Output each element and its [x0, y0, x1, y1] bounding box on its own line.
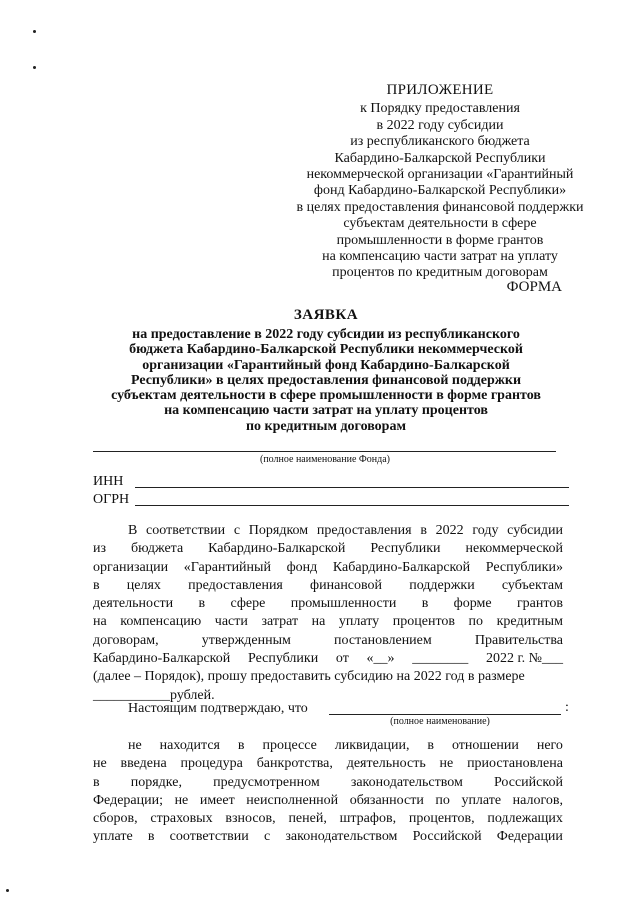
text-line — [93, 632, 563, 650]
text-line — [93, 613, 563, 631]
word: субсидии — [507, 523, 563, 538]
appendix-line: субъектам деятельности в сфере — [343, 216, 537, 232]
word: промышленности — [290, 596, 397, 612]
word: уплате — [93, 829, 133, 845]
word: обязанности — [349, 792, 424, 808]
appendix-line: процентов по кредитным договорам — [332, 265, 548, 281]
word: Российской — [493, 774, 563, 790]
word: Республики — [247, 651, 319, 667]
text-line — [93, 774, 563, 792]
scan-mark — [33, 30, 36, 33]
word: поддержки — [409, 577, 475, 593]
inn-label: ИНН — [93, 474, 124, 489]
word: форме — [453, 596, 492, 612]
word: целях — [126, 577, 161, 593]
word: уплату — [338, 614, 380, 630]
text-line — [93, 810, 563, 828]
word: процентов — [392, 614, 455, 630]
word: субъектам — [501, 577, 563, 593]
word: сборов, — [93, 811, 138, 827]
word: имеет — [199, 792, 235, 808]
title-subtitle — [75, 327, 577, 434]
document-title — [75, 307, 577, 434]
appendix-line: фонд Кабардино-Балкарской Республики» — [313, 183, 567, 199]
word: штрафов, — [339, 811, 397, 827]
title-line: на предоставление в 2022 году субсидии из республиканского — [132, 327, 520, 342]
word: 2022 г. №___ — [485, 651, 563, 667]
text-line — [93, 650, 563, 668]
word: финансовой — [310, 577, 383, 593]
word: соответствии — [169, 829, 249, 845]
word: Федерации; — [93, 792, 164, 808]
word: Кабардино-Балкарской — [332, 559, 471, 575]
word: затрат — [261, 614, 299, 630]
word: приостановлена — [467, 756, 563, 772]
word: в — [237, 738, 245, 753]
word: предоставления — [316, 523, 412, 538]
word: по — [435, 792, 450, 808]
appendix-heading: ПРИЛОЖЕНИЕ — [386, 82, 494, 98]
word: компенсацию — [120, 614, 202, 630]
word: процессе — [262, 738, 317, 753]
word: Республики — [370, 541, 441, 557]
word: сфере — [230, 596, 266, 612]
title-line: Республики» в целях предоставления финансовой поддержки — [130, 372, 522, 388]
word: с — [233, 523, 241, 538]
word: В — [128, 523, 138, 538]
word: не — [174, 792, 189, 808]
title-line: по кредитным договорам — [245, 418, 407, 434]
text-line — [93, 577, 563, 595]
text-line — [93, 755, 563, 773]
word: в — [198, 596, 206, 612]
appendix-line: Кабардино-Балкарской Республики — [334, 150, 546, 166]
word: в — [427, 738, 435, 753]
word: соответствии — [146, 523, 226, 538]
request-paragraph — [93, 522, 563, 705]
word: предусмотренном — [213, 774, 320, 790]
text-line — [93, 595, 563, 613]
appendix-line: в 2022 году субсидии — [376, 117, 504, 133]
word: Кабардино-Балкарской — [93, 651, 231, 667]
form-label: ФОРМА — [506, 279, 562, 295]
word: не — [439, 756, 454, 772]
appendix-lines — [230, 101, 640, 281]
appendix-line: на компенсацию части затрат на уплату — [322, 249, 558, 265]
word: «Гарантийный — [183, 559, 271, 575]
word: в — [93, 774, 100, 790]
word: грантов — [516, 596, 563, 612]
word: ________ — [412, 651, 469, 667]
text-line — [93, 737, 563, 755]
word: с — [263, 829, 271, 845]
word: деятельности — [93, 596, 174, 612]
title-line: организации «Гарантийный фонд Кабардино-Балкарской — [142, 357, 510, 373]
word: некоммерческой — [465, 541, 563, 557]
word: части — [214, 614, 248, 630]
word: Российской — [412, 829, 482, 845]
word: него — [536, 738, 563, 753]
text-line — [93, 540, 563, 558]
word: уплате — [461, 792, 502, 808]
word: процедура — [180, 756, 243, 772]
ogrn-label: ОГРН — [93, 492, 130, 507]
word: ликвидации, — [334, 738, 410, 753]
word: по — [468, 614, 484, 630]
word: подлежащих — [487, 811, 563, 827]
text-line — [93, 522, 563, 540]
word: бюджета — [130, 541, 184, 557]
scan-mark — [6, 889, 9, 892]
appendix-line: к Порядку предоставления — [360, 101, 520, 117]
appendix-line: некоммерческой организации «Гарантийный — [306, 167, 574, 183]
confirm-name-line[interactable] — [329, 714, 561, 715]
word: году — [472, 523, 499, 538]
text-line — [93, 792, 563, 810]
scan-mark — [33, 66, 36, 69]
word: законодательством — [285, 829, 398, 845]
word: налогов, — [512, 792, 563, 808]
word: Правительства — [474, 632, 563, 648]
word: в — [421, 596, 429, 612]
confirm-text: Настоящим подтверждаю, что — [128, 701, 308, 716]
appendix-line: промышленности в форме грантов — [336, 232, 544, 248]
title-heading: ЗАЯВКА — [293, 307, 359, 323]
text-line — [93, 559, 563, 577]
word: деятельность — [346, 756, 426, 772]
word: из — [93, 541, 107, 557]
fund-name-caption: (полное наименование Фонда) — [260, 454, 390, 465]
word: Кабардино-Балкарской — [208, 541, 346, 557]
title-line: на компенсацию части затрат на уплату процентов — [164, 403, 488, 419]
word: пеней, — [288, 811, 327, 827]
word: (далее – Порядок), прошу предоставить субсидию на 2022 год в размере — [93, 669, 525, 685]
word: договорам, — [93, 632, 159, 648]
word: на — [311, 614, 326, 630]
word: находится — [159, 738, 220, 753]
word: в — [93, 577, 100, 593]
word: кредитным — [496, 614, 563, 630]
confirm-caption: (полное наименование) — [390, 716, 490, 727]
word: введена — [120, 756, 167, 772]
title-line: субъектам деятельности в сфере промышленности в форме грантов — [111, 388, 541, 404]
word: банкротства, — [256, 756, 333, 772]
word: не — [128, 738, 142, 753]
word: постановлением — [334, 632, 432, 648]
word: в — [147, 829, 155, 845]
word: отношении — [451, 738, 519, 753]
title-line: бюджета Кабардино-Балкарской Республики некоммерческой — [129, 342, 523, 358]
word: утвержденным — [201, 632, 291, 648]
status-paragraph — [93, 737, 563, 847]
fund-name-line[interactable] — [93, 451, 556, 452]
word: страховых — [150, 811, 213, 827]
confirm-colon: : — [565, 700, 569, 715]
word: процентов, — [408, 811, 475, 827]
word: от — [335, 651, 349, 667]
word: фонд — [286, 559, 318, 575]
word: на — [93, 614, 107, 630]
word: порядке, — [130, 774, 182, 790]
word: «__» — [366, 651, 395, 667]
word: организации — [93, 559, 169, 575]
appendix-block — [230, 82, 640, 282]
text-line — [93, 668, 563, 686]
ogrn-field[interactable] — [135, 505, 569, 506]
appendix-line: из республиканского бюджета — [350, 134, 530, 150]
word: законодательством — [350, 774, 463, 790]
word: не — [93, 756, 107, 772]
word: предоставления — [188, 577, 283, 593]
appendix-line: в целях предоставления финансовой поддержки — [296, 199, 584, 215]
word: Республики» — [485, 559, 563, 575]
inn-field[interactable] — [135, 487, 569, 488]
word: взносов, — [225, 811, 276, 827]
word: неисполненной — [246, 792, 339, 808]
word: Порядком — [248, 523, 309, 538]
word: Федерации — [496, 829, 563, 845]
word: 2022 — [435, 523, 464, 538]
text-line — [93, 828, 563, 846]
amount-line[interactable]: ___________рублей. — [93, 687, 215, 703]
word: в — [420, 523, 427, 538]
